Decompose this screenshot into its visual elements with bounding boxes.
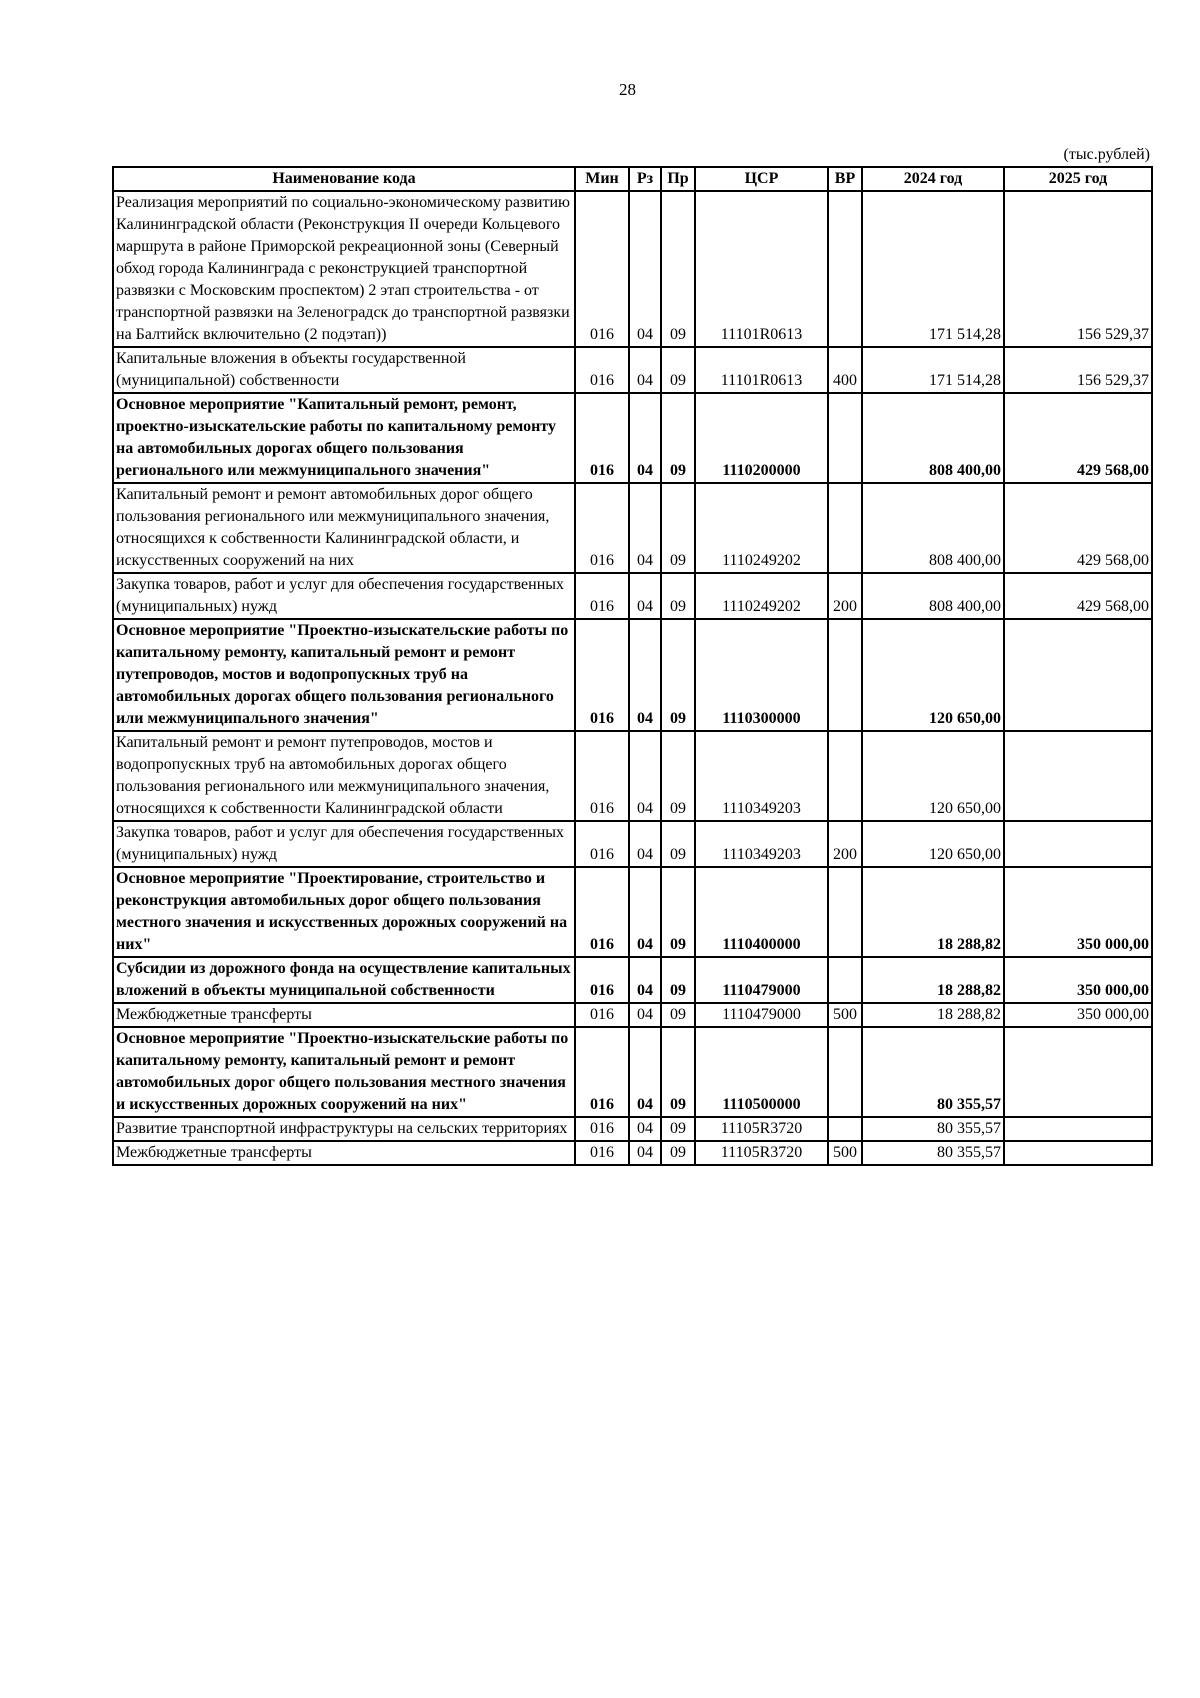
- row-min: 016: [575, 957, 629, 1003]
- header-rz: Рз: [629, 167, 661, 191]
- row-amount-2024: 18 288,82: [862, 867, 1004, 957]
- row-amount-2025: [1004, 731, 1152, 821]
- row-amount-2025: 350 000,00: [1004, 957, 1152, 1003]
- row-min: 016: [575, 191, 629, 347]
- header-csr: ЦСР: [695, 167, 828, 191]
- row-amount-2024: 18 288,82: [862, 1003, 1004, 1027]
- header-pr: Пр: [661, 167, 695, 191]
- row-pr: 09: [661, 1117, 695, 1141]
- table-row: [113, 619, 1152, 731]
- row-vr: [828, 1027, 862, 1117]
- row-vr: [828, 483, 862, 573]
- row-vr: 200: [828, 573, 862, 619]
- row-pr: 09: [661, 191, 695, 347]
- row-csr: 11105R3720: [695, 1141, 828, 1165]
- row-pr: 09: [661, 731, 695, 821]
- row-pr: 09: [661, 483, 695, 573]
- table-row: [113, 1003, 1152, 1027]
- row-csr: 1110400000: [695, 867, 828, 957]
- table-row: [113, 393, 1152, 483]
- row-pr: 09: [661, 867, 695, 957]
- row-name: Основное мероприятие "Капитальный ремонт, ремонт, проектно-изыскательские работы по капитальному ремонту на автомобильных дорогах общего пользования регионального или межмуниципального значения": [113, 393, 575, 483]
- table-row: [113, 347, 1152, 393]
- table-row: [113, 867, 1152, 957]
- row-amount-2025: [1004, 619, 1152, 731]
- table-row: [113, 957, 1152, 1003]
- row-name: Основное мероприятие "Проектно-изыскательские работы по капитальному ремонту, капитальный ремонт и ремонт путепроводов, мостов и водопропускных труб на автомобильных дорогах общего пользования регионального или межмуниципального значения": [113, 619, 575, 731]
- row-min: 016: [575, 1141, 629, 1165]
- row-csr: 1110479000: [695, 957, 828, 1003]
- row-min: 016: [575, 347, 629, 393]
- table-row: [113, 483, 1152, 573]
- row-amount-2024: 18 288,82: [862, 957, 1004, 1003]
- row-amount-2024: 171 514,28: [862, 347, 1004, 393]
- header-name: Наименование кода: [113, 167, 575, 191]
- row-csr: 11101R0613: [695, 347, 828, 393]
- row-name: Капитальный ремонт и ремонт путепроводов, мостов и водопропускных труб на автомобильных дорогах общего пользования регионального или межмуниципального значения, относящихся к собственности Калининградской области: [113, 731, 575, 821]
- table-row: [113, 1117, 1152, 1141]
- row-csr: 1110249202: [695, 483, 828, 573]
- header-min: Мин: [575, 167, 629, 191]
- row-min: 016: [575, 867, 629, 957]
- header-2024: 2024 год: [862, 167, 1004, 191]
- row-pr: 09: [661, 393, 695, 483]
- row-amount-2024: 120 650,00: [862, 619, 1004, 731]
- row-amount-2025: 429 568,00: [1004, 483, 1152, 573]
- page-number: 28: [619, 80, 636, 99]
- table-header-row: [113, 167, 1152, 191]
- row-rz: 04: [629, 347, 661, 393]
- row-vr: [828, 1117, 862, 1141]
- row-csr: 1110479000: [695, 1003, 828, 1027]
- row-name: Межбюджетные трансферты: [113, 1141, 575, 1165]
- row-amount-2025: [1004, 1117, 1152, 1141]
- row-csr: 1110200000: [695, 393, 828, 483]
- budget-table: [112, 166, 1153, 1166]
- table-body: [113, 191, 1152, 1165]
- row-amount-2024: 80 355,57: [862, 1027, 1004, 1117]
- row-rz: 04: [629, 867, 661, 957]
- row-name: Реализация мероприятий по социально-экономическому развитию Калининградской области (Реконструкция II очереди Кольцевого маршрута в районе Приморской рекреационной зоны (Северный обход города Калининграда с реконструкцией транспортной развязки с Московским проспектом) 2 этап строительства - от транспортной развязки на Зеленоградск до транспортной развязки на Балтийск включительно (2 подэтап)): [113, 191, 575, 347]
- row-amount-2025: 350 000,00: [1004, 1003, 1152, 1027]
- table-row: [113, 1141, 1152, 1165]
- row-csr: 1110249202: [695, 573, 828, 619]
- row-amount-2025: [1004, 821, 1152, 867]
- row-min: 016: [575, 619, 629, 731]
- row-name: Основное мероприятие "Проектно-изыскательские работы по капитальному ремонту, капитальный ремонт и ремонт автомобильных дорог общего пользования местного значения и искусственных дорожных сооружений на них": [113, 1027, 575, 1117]
- row-amount-2024: 120 650,00: [862, 731, 1004, 821]
- row-amount-2024: 171 514,28: [862, 191, 1004, 347]
- row-rz: 04: [629, 191, 661, 347]
- row-min: 016: [575, 1117, 629, 1141]
- row-min: 016: [575, 821, 629, 867]
- table-row: [113, 1027, 1152, 1117]
- row-pr: 09: [661, 957, 695, 1003]
- row-amount-2025: [1004, 1027, 1152, 1117]
- row-vr: [828, 867, 862, 957]
- row-name: Капитальные вложения в объекты государственной (муниципальной) собственности: [113, 347, 575, 393]
- row-csr: 1110300000: [695, 619, 828, 731]
- row-amount-2025: 156 529,37: [1004, 191, 1152, 347]
- row-pr: 09: [661, 821, 695, 867]
- units-label: (тыс.рублей): [1063, 146, 1150, 163]
- row-min: 016: [575, 483, 629, 573]
- row-amount-2025: 429 568,00: [1004, 393, 1152, 483]
- row-vr: [828, 191, 862, 347]
- row-amount-2024: 120 650,00: [862, 821, 1004, 867]
- row-rz: 04: [629, 573, 661, 619]
- row-vr: [828, 731, 862, 821]
- table-row: [113, 731, 1152, 821]
- row-csr: 1110500000: [695, 1027, 828, 1117]
- row-vr: [828, 619, 862, 731]
- row-pr: 09: [661, 1027, 695, 1117]
- row-amount-2024: 808 400,00: [862, 393, 1004, 483]
- row-amount-2025: 429 568,00: [1004, 573, 1152, 619]
- row-pr: 09: [661, 1141, 695, 1165]
- row-csr: 11105R3720: [695, 1117, 828, 1141]
- table-row: [113, 191, 1152, 347]
- row-name: Капитальный ремонт и ремонт автомобильных дорог общего пользования регионального или межмуниципального значения, относящихся к собственности Калининградской области, и искусственных сооружений на них: [113, 483, 575, 573]
- header-2025: 2025 год: [1004, 167, 1152, 191]
- row-csr: 1110349203: [695, 731, 828, 821]
- row-vr: 200: [828, 821, 862, 867]
- row-name: Закупка товаров, работ и услуг для обеспечения государственных (муниципальных) нужд: [113, 821, 575, 867]
- row-rz: 04: [629, 1003, 661, 1027]
- header-vr: ВР: [828, 167, 862, 191]
- row-vr: 500: [828, 1003, 862, 1027]
- row-amount-2024: 808 400,00: [862, 573, 1004, 619]
- row-amount-2025: 350 000,00: [1004, 867, 1152, 957]
- row-vr: [828, 957, 862, 1003]
- row-rz: 04: [629, 1141, 661, 1165]
- row-name: Межбюджетные трансферты: [113, 1003, 575, 1027]
- row-rz: 04: [629, 957, 661, 1003]
- row-rz: 04: [629, 1117, 661, 1141]
- row-name: Основное мероприятие "Проектирование, строительство и реконструкция автомобильных дорог общего пользования местного значения и искусственных дорожных сооружений на них": [113, 867, 575, 957]
- row-rz: 04: [629, 393, 661, 483]
- row-csr: 11101R0613: [695, 191, 828, 347]
- row-rz: 04: [629, 731, 661, 821]
- row-amount-2024: 80 355,57: [862, 1141, 1004, 1165]
- row-name: Развитие транспортной инфраструктуры на сельских территориях: [113, 1117, 575, 1141]
- row-name: Субсидии из дорожного фонда на осуществление капитальных вложений в объекты муниципальной собственности: [113, 957, 575, 1003]
- row-min: 016: [575, 1027, 629, 1117]
- row-min: 016: [575, 573, 629, 619]
- row-amount-2025: 156 529,37: [1004, 347, 1152, 393]
- row-amount-2025: [1004, 1141, 1152, 1165]
- row-pr: 09: [661, 619, 695, 731]
- row-rz: 04: [629, 821, 661, 867]
- row-rz: 04: [629, 619, 661, 731]
- row-pr: 09: [661, 573, 695, 619]
- row-vr: 500: [828, 1141, 862, 1165]
- table-row: [113, 573, 1152, 619]
- row-min: 016: [575, 1003, 629, 1027]
- row-name: Закупка товаров, работ и услуг для обеспечения государственных (муниципальных) нужд: [113, 573, 575, 619]
- row-csr: 1110349203: [695, 821, 828, 867]
- row-amount-2024: 808 400,00: [862, 483, 1004, 573]
- row-rz: 04: [629, 1027, 661, 1117]
- row-min: 016: [575, 393, 629, 483]
- row-amount-2024: 80 355,57: [862, 1117, 1004, 1141]
- row-rz: 04: [629, 483, 661, 573]
- row-pr: 09: [661, 1003, 695, 1027]
- row-min: 016: [575, 731, 629, 821]
- row-vr: [828, 393, 862, 483]
- row-pr: 09: [661, 347, 695, 393]
- table-row: [113, 821, 1152, 867]
- row-vr: 400: [828, 347, 862, 393]
